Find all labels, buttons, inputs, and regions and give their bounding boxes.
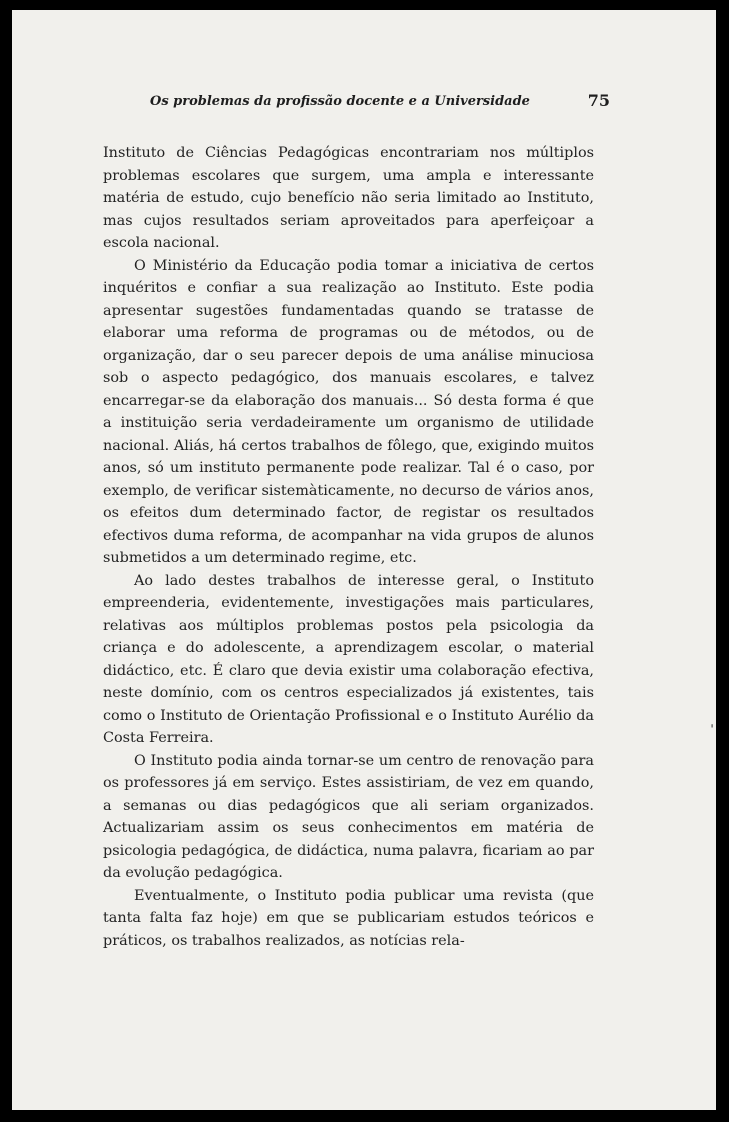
paragraph: Instituto de Ciências Pedagógicas encontrariam nos múltiplos problemas escolares que surgem, uma ampla e interessante matéria de estudo, cujo benefício não seria limitado ao Instituto, mas cujos resultados seriam aproveitados para aperfeiçoar a escola nacional. [103,145,594,251]
body-text [103,142,594,952]
margin-mark-icon: ˌ [710,714,714,730]
paragraph: O Instituto podia ainda tornar-se um centro de renovação para os professores já em serviço. Estes assistiriam, de vez em quando, a semanas ou dias pedagógicos que ali seriam organizados. Actualizariam assim os seus conhecimentos em matéria de psicologia pedagógica, de didáctica, numa palavra, ficariam ao par da evolução pedagógica. [103,752,594,881]
page-number: 75 [587,91,610,110]
paragraph: O Ministério da Educação podia tomar a iniciativa de certos inquéritos e confiar a sua realização ao Instituto. Este podia apresentar sugestões fundamentadas quando se tratasse de elaborar uma reforma de programas ou de métodos, ou de organização, dar o seu parecer depois de uma análise minuciosa sob o aspecto pedagógico, dos manuais escolares, e talvez encarregar-se da elaboração dos manuais... Só desta forma é que a instituição seria verdadeiramente um organismo de utilidade nacional. Aliás, há certos trabalhos de fôlego, que, exigindo muitos anos, só um instituto permanente pode realizar. Tal é o caso, por exemplo, de verificar sistemàticamente, no decurso de vários anos, os efeitos dum determinado factor, de registar os resultados efectivos duma reforma, de acompanhar na vida grupos de alunos submetidos a um determinado regime, etc. [103,257,594,566]
paragraph: Eventualmente, o Instituto podia publicar uma revista (que tanta falta faz hoje) em que se publicariam estudos teóricos e práticos, os trabalhos realizados, as notícias rela- [103,887,594,949]
running-head-title: Os problemas da profissão docente e a Universidade [150,94,530,109]
book-page [12,10,716,1110]
paragraph: Ao lado destes trabalhos de interesse geral, o Instituto empreenderia, evidentemente, investigações mais particulares, relativas aos múltiplos problemas postos pela psicologia da criança e do adolescente, a aprendizagem escolar, o material didáctico, etc. É claro que devia existir uma colaboração efectiva, neste domínio, com os centros especializados já existentes, tais como o Instituto de Orientação Profissional e o Instituto Aurélio da Costa Ferreira. [103,572,594,746]
